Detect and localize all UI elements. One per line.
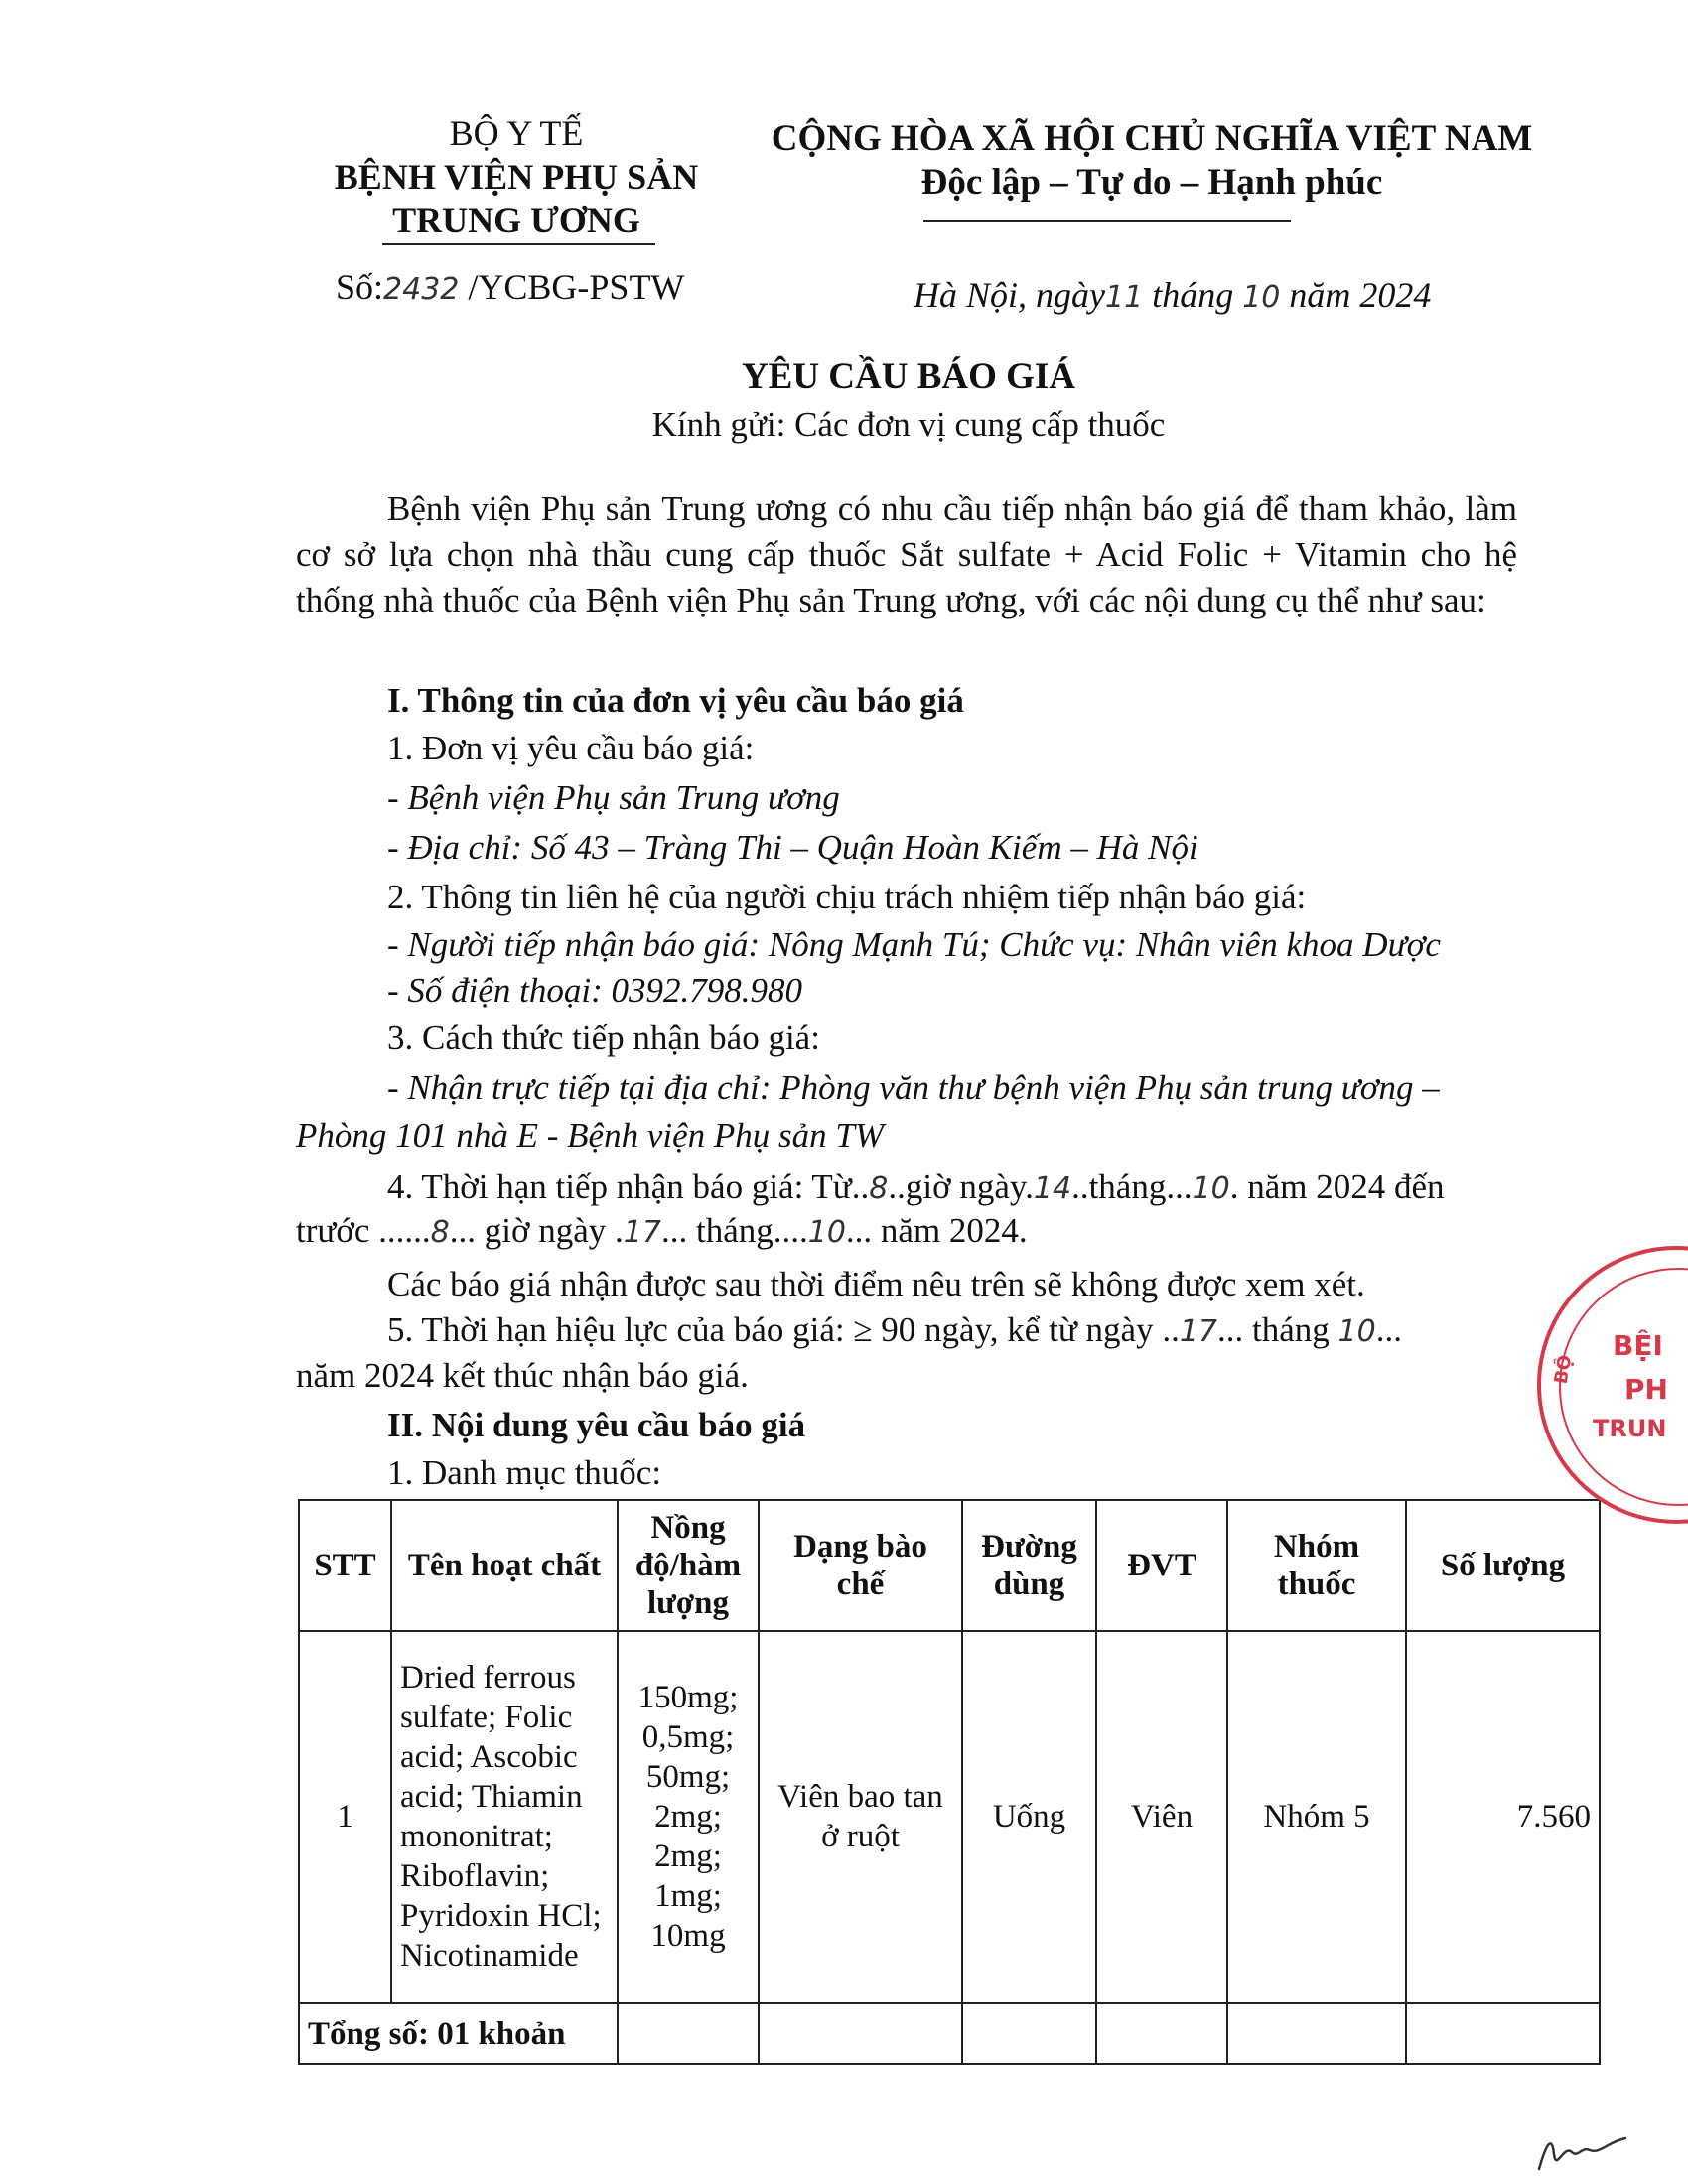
item4-month-end: 10 [807, 1215, 846, 1250]
cell-unit: Viên [1096, 1631, 1227, 2003]
section1-item4-line2 [296, 1211, 1028, 1251]
section2-heading: II. Nội dung yêu cầu báo giá [387, 1406, 806, 1444]
item4-text-g: ... tháng.... [660, 1211, 808, 1250]
header-group: Nhóm thuốc [1227, 1500, 1406, 1631]
place-date [914, 274, 1431, 316]
section1-item2: 2. Thông tin liên hệ của người chịu trách nhiệm tiếp nhận báo giá: [387, 878, 1307, 916]
document-number [336, 266, 684, 308]
cell-empty-5 [1227, 2003, 1406, 2064]
section1-item1: 1. Đơn vị yêu cầu báo giá: [387, 729, 755, 767]
cell-route: Uống [962, 1631, 1096, 2003]
section1-item2-person: - Người tiếp nhận báo giá: Nông Mạnh Tú; Chức vụ: Nhân viên khoa Dược [387, 925, 1441, 964]
cell-empty-2 [759, 2003, 962, 2064]
header-stt: STT [299, 1500, 391, 1631]
item5-text-c: ... [1375, 1310, 1402, 1349]
cell-active: Dried ferrous sulfate; Folic acid; Ascobic acid; Thiamin mononitrat; Riboflavin; Pyridoxin HCl; Nicotinamide [391, 1631, 618, 2003]
cell-quantity: 7.560 [1406, 1631, 1600, 2003]
date-month: 10 [1242, 280, 1281, 315]
cell-form: Viên bao tan ở ruột [759, 1631, 962, 2003]
national-heading [755, 117, 1549, 205]
header-unit: ĐVT [1096, 1500, 1227, 1631]
nation-name: CỘNG HÒA XÃ HỘI CHỦ NGHĨA VIỆT NAM [771, 118, 1533, 159]
hospital-name-line1: BỆNH VIỆN PHỤ SẢN [334, 157, 699, 197]
number-handwritten: 2432 [383, 272, 460, 307]
header-form: Dạng bào chế [759, 1500, 962, 1631]
section1-item1-address: - Địa chỉ: Số 43 – Tràng Thi – Quận Hoàn Kiếm – Hà Nội [387, 828, 1198, 867]
stamp-text-1: BỆI [1613, 1329, 1663, 1362]
document-title: YÊU CẦU BÁO GIÁ [741, 356, 1076, 397]
item5-month: 10 [1337, 1314, 1376, 1349]
cell-group: Nhóm 5 [1227, 1631, 1406, 2003]
section1-item1-name: - Bệnh viện Phụ sản Trung ương [387, 778, 840, 817]
date-month-label: tháng [1143, 275, 1243, 315]
stamp-text-2: PH [1624, 1373, 1668, 1406]
intro-paragraph: Bệnh viện Phụ sản Trung ương có nhu cầu tiếp nhận báo giá để tham khảo, làm cơ sở lựa chọn nhà thầu cung cấp thuốc Sắt sulfate + Acid Folic + Vitamin cho hệ thống nhà thuốc của Bệnh viện Phụ sản Trung ương, với các nội dung cụ thể như sau: [296, 489, 1517, 619]
section1-item5-line1 [387, 1310, 1402, 1350]
item4-day-end: 17 [623, 1215, 661, 1250]
table-header-row [299, 1500, 1600, 1631]
section1-heading: I. Thông tin của đơn vị yêu cầu báo giá [387, 681, 964, 720]
signature-mark [1534, 2124, 1633, 2179]
item4-text-b: ..giờ ngày. [888, 1167, 1034, 1206]
item4-hour-start: 8 [869, 1171, 889, 1206]
item4-text-f: ... giờ ngày . [449, 1211, 624, 1250]
header-strength: Nồng độ/hàm lượng [618, 1500, 759, 1631]
cell-stt: 1 [299, 1631, 391, 2003]
item4-text-a: 4. Thời hạn tiếp nhận báo giá: Từ.. [387, 1167, 870, 1206]
section1-item4-line1 [387, 1167, 1445, 1207]
cell-empty-1 [618, 2003, 759, 2064]
issuer-block [298, 111, 735, 242]
date-day: 11 [1105, 280, 1144, 315]
item4-text-e: trước ...... [296, 1211, 431, 1250]
item5-text-a: 5. Thời hạn hiệu lực của báo giá: ≥ 90 ngày, kể từ ngày .. [387, 1310, 1180, 1349]
stamp-text-4: BỘ [1550, 1353, 1577, 1386]
item4-text-d: . năm 2024 đến [1229, 1167, 1445, 1206]
section2-item1: 1. Danh mục thuốc: [387, 1453, 662, 1492]
date-prefix: Hà Nội, ngày [914, 275, 1105, 315]
hospital-name-line2: TRUNG ƯƠNG [392, 201, 640, 240]
section1-item3-line2: Phòng 101 nhà E - Bệnh viện Phụ sản TW [296, 1116, 884, 1155]
table-total-row [299, 2003, 1600, 2064]
item4-day-start: 14 [1033, 1171, 1072, 1206]
section1-item4-note: Các báo giá nhận được sau thời điểm nêu trên sẽ không được xem xét. [387, 1265, 1365, 1303]
section1-item3-line1: - Nhận trực tiếp tại địa chỉ: Phòng văn thư bệnh viện Phụ sản trung ương – [387, 1068, 1440, 1107]
item4-hour-end: 8 [430, 1215, 450, 1250]
date-year: năm 2024 [1280, 275, 1432, 315]
section1-item2-phone: - Số điện thoại: 0392.798.980 [387, 971, 803, 1010]
cell-total: Tổng số: 01 khoản [299, 2003, 618, 2064]
item5-day: 17 [1179, 1314, 1218, 1349]
cell-empty-4 [1096, 2003, 1227, 2064]
recipient-line: Kính gửi: Các đơn vị cung cấp thuốc [651, 405, 1166, 444]
stamp-inner-ring [1559, 1268, 1688, 1506]
item4-text-h: ... năm 2024. [845, 1211, 1028, 1250]
ministry-name: BỘ Y TẾ [449, 113, 584, 153]
item4-text-c: ..tháng... [1071, 1167, 1193, 1206]
number-prefix: Số: [336, 267, 384, 307]
header-quantity: Số lượng [1406, 1500, 1600, 1631]
motto-underline [923, 220, 1291, 222]
item4-month-start: 10 [1192, 1171, 1230, 1206]
header-route: Đường dùng [962, 1500, 1096, 1631]
issuer-underline [382, 243, 655, 245]
section1-item3: 3. Cách thức tiếp nhận báo giá: [387, 1019, 820, 1057]
header-active: Tên hoạt chất [391, 1500, 618, 1631]
item5-text-b: ... tháng [1217, 1310, 1338, 1349]
national-motto: Độc lập – Tự do – Hạnh phúc [920, 162, 1383, 203]
cell-empty-3 [962, 2003, 1096, 2064]
number-suffix: /YCBG-PSTW [459, 267, 685, 307]
drug-list-table [298, 1499, 1601, 2065]
stamp-text-3: TRUN [1593, 1415, 1667, 1442]
section1-item5-line2: năm 2024 kết thúc nhận báo giá. [296, 1356, 749, 1395]
official-stamp [1537, 1246, 1688, 1524]
cell-empty-6 [1406, 2003, 1600, 2064]
table-row [299, 1631, 1600, 2003]
cell-strength: 150mg; 0,5mg; 50mg; 2mg; 2mg; 1mg; 10mg [618, 1631, 759, 2003]
